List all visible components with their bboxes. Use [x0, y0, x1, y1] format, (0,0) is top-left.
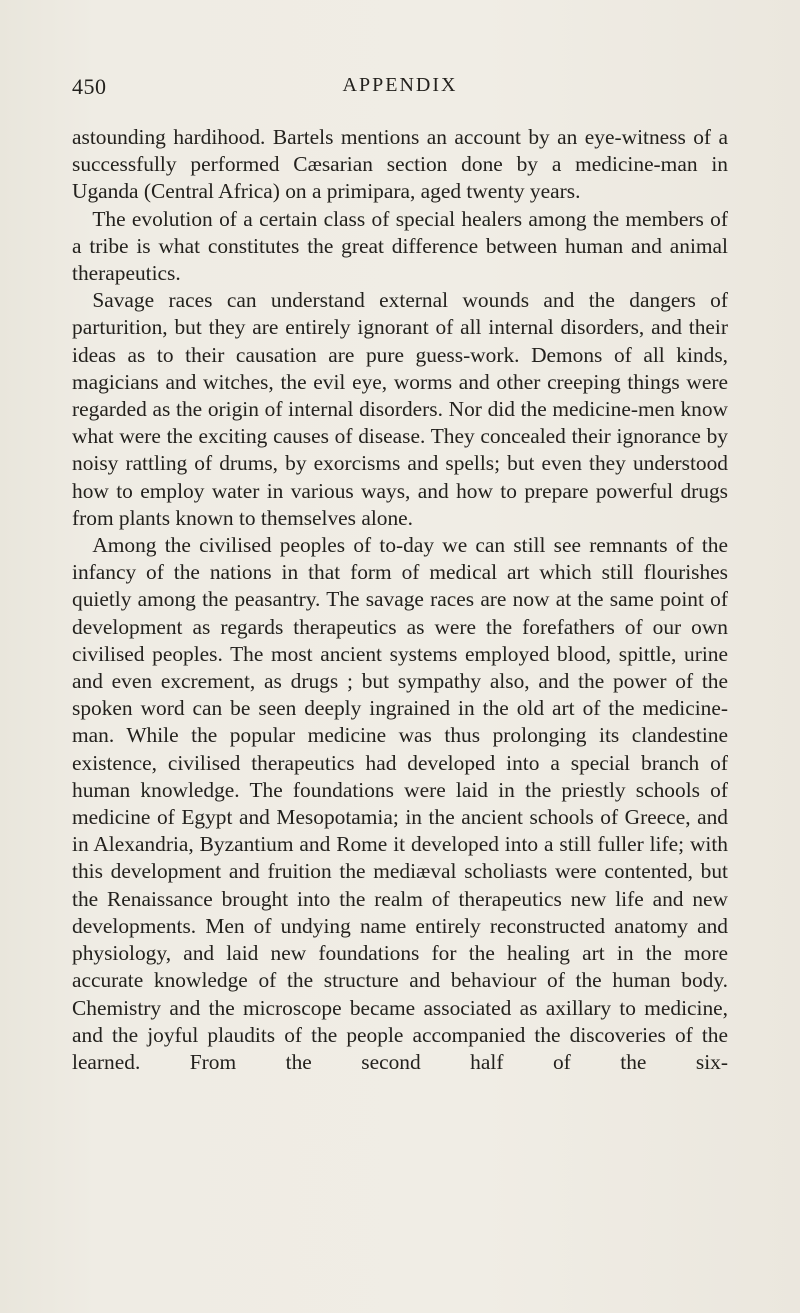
- running-head: [72, 74, 728, 106]
- page-number: 450: [72, 74, 107, 99]
- paragraph: The evolution of a certain class of special healers among the members of a tribe is what constitutes the great difference between human and animal therapeutics.: [72, 206, 728, 286]
- paragraph: Among the civilised peoples of to-day we can still see remnants of the infancy of the nations in that form of medical art which still flourishes quietly among the peasantry. The savage races are now at the same point of development as regards therapeutics as were the forefathers of our own civilised peoples. The most ancient systems employed blood, spittle, urine and even excrement, as drugs ; but sympathy also, and the power of the spoken word can be seen deeply ingrained in the old art of the medicine-man. While the popular medicine was thus prolonging its clandestine existence, civilised therapeutics had developed into a special branch of human knowledge. The foundations were laid in the priestly schools of medicine of Egypt and Mesopotamia; in the ancient schools of Greece, and in Alexandria, Byzantium and Rome it developed into a still fuller life; with this development and fruition the mediæval scholiasts were contented, but the Renaissance brought into the realm of therapeutics new life and new developments. Men of undying name entirely reconstructed anatomy and physiology, and laid new foundations for the healing art in the more accurate knowledge of the structure and behaviour of the human body. Chemistry and the microscope became associated as axillary to medicine, and the joyful plaudits of the people accompanied the discoveries of the learned. From the second half of the six-: [72, 533, 728, 1074]
- paragraph: Savage races can understand external wounds and the dangers of parturition, but they are entirely ignorant of all internal disorders, and their ideas as to their causation are pure guess-work. Demons of all kinds, magicians and witches, the evil eye, worms and other creeping things were regarded as the origin of internal disorders. Nor did the medicine-men know what were the exciting causes of disease. They concealed their ignorance by noisy rattling of drums, by exorcisms and spells; but even they understood how to employ water in various ways, and how to prepare powerful drugs from plants known to themselves alone.: [72, 288, 728, 530]
- running-head-title: APPENDIX: [342, 74, 458, 96]
- paragraph-continued: astounding hardihood. Bartels mentions an account by an eye-witness of a successfully performed Cæsarian section done by a medicine-man in Uganda (Central Africa) on a primipara, aged twenty years.: [72, 125, 728, 204]
- body-text: [72, 124, 728, 1076]
